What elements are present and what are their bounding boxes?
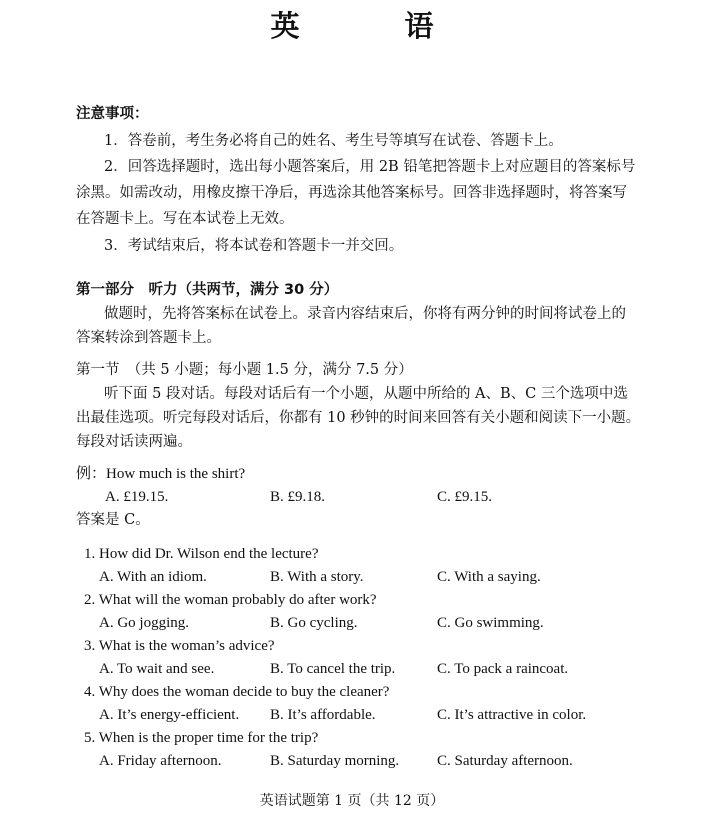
section1-heading: 第一节 （共 5 小题；每小题 1.5 分，满分 7.5 分）	[76, 362, 413, 378]
question-2-option-a: A. Go jogging.	[99, 615, 189, 631]
question-5: 5. When is the proper time for the trip?	[84, 730, 319, 746]
notice-heading: 注意事项：	[76, 106, 149, 122]
question-5-option-a: A. Friday afternoon.	[99, 753, 222, 769]
question-2-option-b: B. Go cycling.	[270, 615, 358, 631]
notice-item-1: 1．答卷前，考生务必将自己的姓名、考生号等填写在试卷、答题卡上。	[104, 133, 563, 149]
example-option-a: A. £19.15.	[105, 489, 169, 505]
question-4: 4. Why does the woman decide to buy the cleaner?	[84, 684, 390, 700]
notice-item-2-line-3: 在答题卡上。写在本试卷上无效。	[76, 211, 294, 227]
question-4-option-c: C. It’s attractive in color.	[437, 707, 587, 723]
example-question: 例：How much is the shirt?	[76, 466, 246, 482]
question-4-option-a: A. It’s energy-efficient.	[99, 707, 240, 723]
example-option-b: B. £9.18.	[270, 489, 326, 505]
page-title: 英 语	[270, 9, 472, 43]
page-footer: 英语试题第 1 页（共 12 页）	[259, 793, 445, 809]
question-4-option-b: B. It’s affordable.	[270, 707, 376, 723]
part1-heading: 第一部分 听力（共两节，满分 30 分）	[76, 282, 339, 298]
notice-item-2-line-2: 涂黑。如需改动，用橡皮擦干净后，再选涂其他答案标号。回答非选择题时，将答案写	[76, 185, 627, 201]
question-1: 1. How did Dr. Wilson end the lecture?	[84, 546, 319, 562]
question-3-option-a: A. To wait and see.	[99, 661, 215, 677]
question-3-option-b: B. To cancel the trip.	[270, 661, 396, 677]
section1-desc-line-1: 听下面 5 段对话。每段对话后有一个小题，从题中所给的 A、B、C 三个选项中选	[104, 386, 628, 402]
notice-item-3: 3．考试结束后，将本试卷和答题卡一并交回。	[104, 238, 404, 254]
example-answer: 答案是 C。	[76, 512, 150, 528]
question-3: 3. What is the woman’s advice?	[84, 638, 275, 654]
question-2: 2. What will the woman probably do after work?	[84, 592, 377, 608]
question-3-option-c: C. To pack a raincoat.	[437, 661, 569, 677]
question-1-option-b: B. With a story.	[270, 569, 364, 585]
part1-desc-line-2: 答案转涂到答题卡上。	[76, 330, 221, 346]
question-2-option-c: C. Go swimming.	[437, 615, 544, 631]
part1-desc-line-1: 做题时，先将答案标在试卷上。录音内容结束后，你将有两分钟的时间将试卷上的	[104, 306, 626, 322]
question-5-option-b: B. Saturday morning.	[270, 753, 400, 769]
question-1-option-a: A. With an idiom.	[99, 569, 207, 585]
question-1-option-c: C. With a saying.	[437, 569, 541, 585]
question-5-option-c: C. Saturday afternoon.	[437, 753, 573, 769]
section1-desc-line-3: 每段对话读两遍。	[76, 434, 192, 450]
section1-desc-line-2: 出最佳选项。听完每段对话后，你都有 10 秒钟的时间来回答有关小题和阅读下一小题。	[76, 410, 641, 426]
example-option-c: C. £9.15.	[437, 489, 493, 505]
notice-item-2-line-1: 2．回答选择题时，选出每小题答案后，用 2B 铅笔把答题卡上对应题目的答案标号	[104, 159, 636, 175]
